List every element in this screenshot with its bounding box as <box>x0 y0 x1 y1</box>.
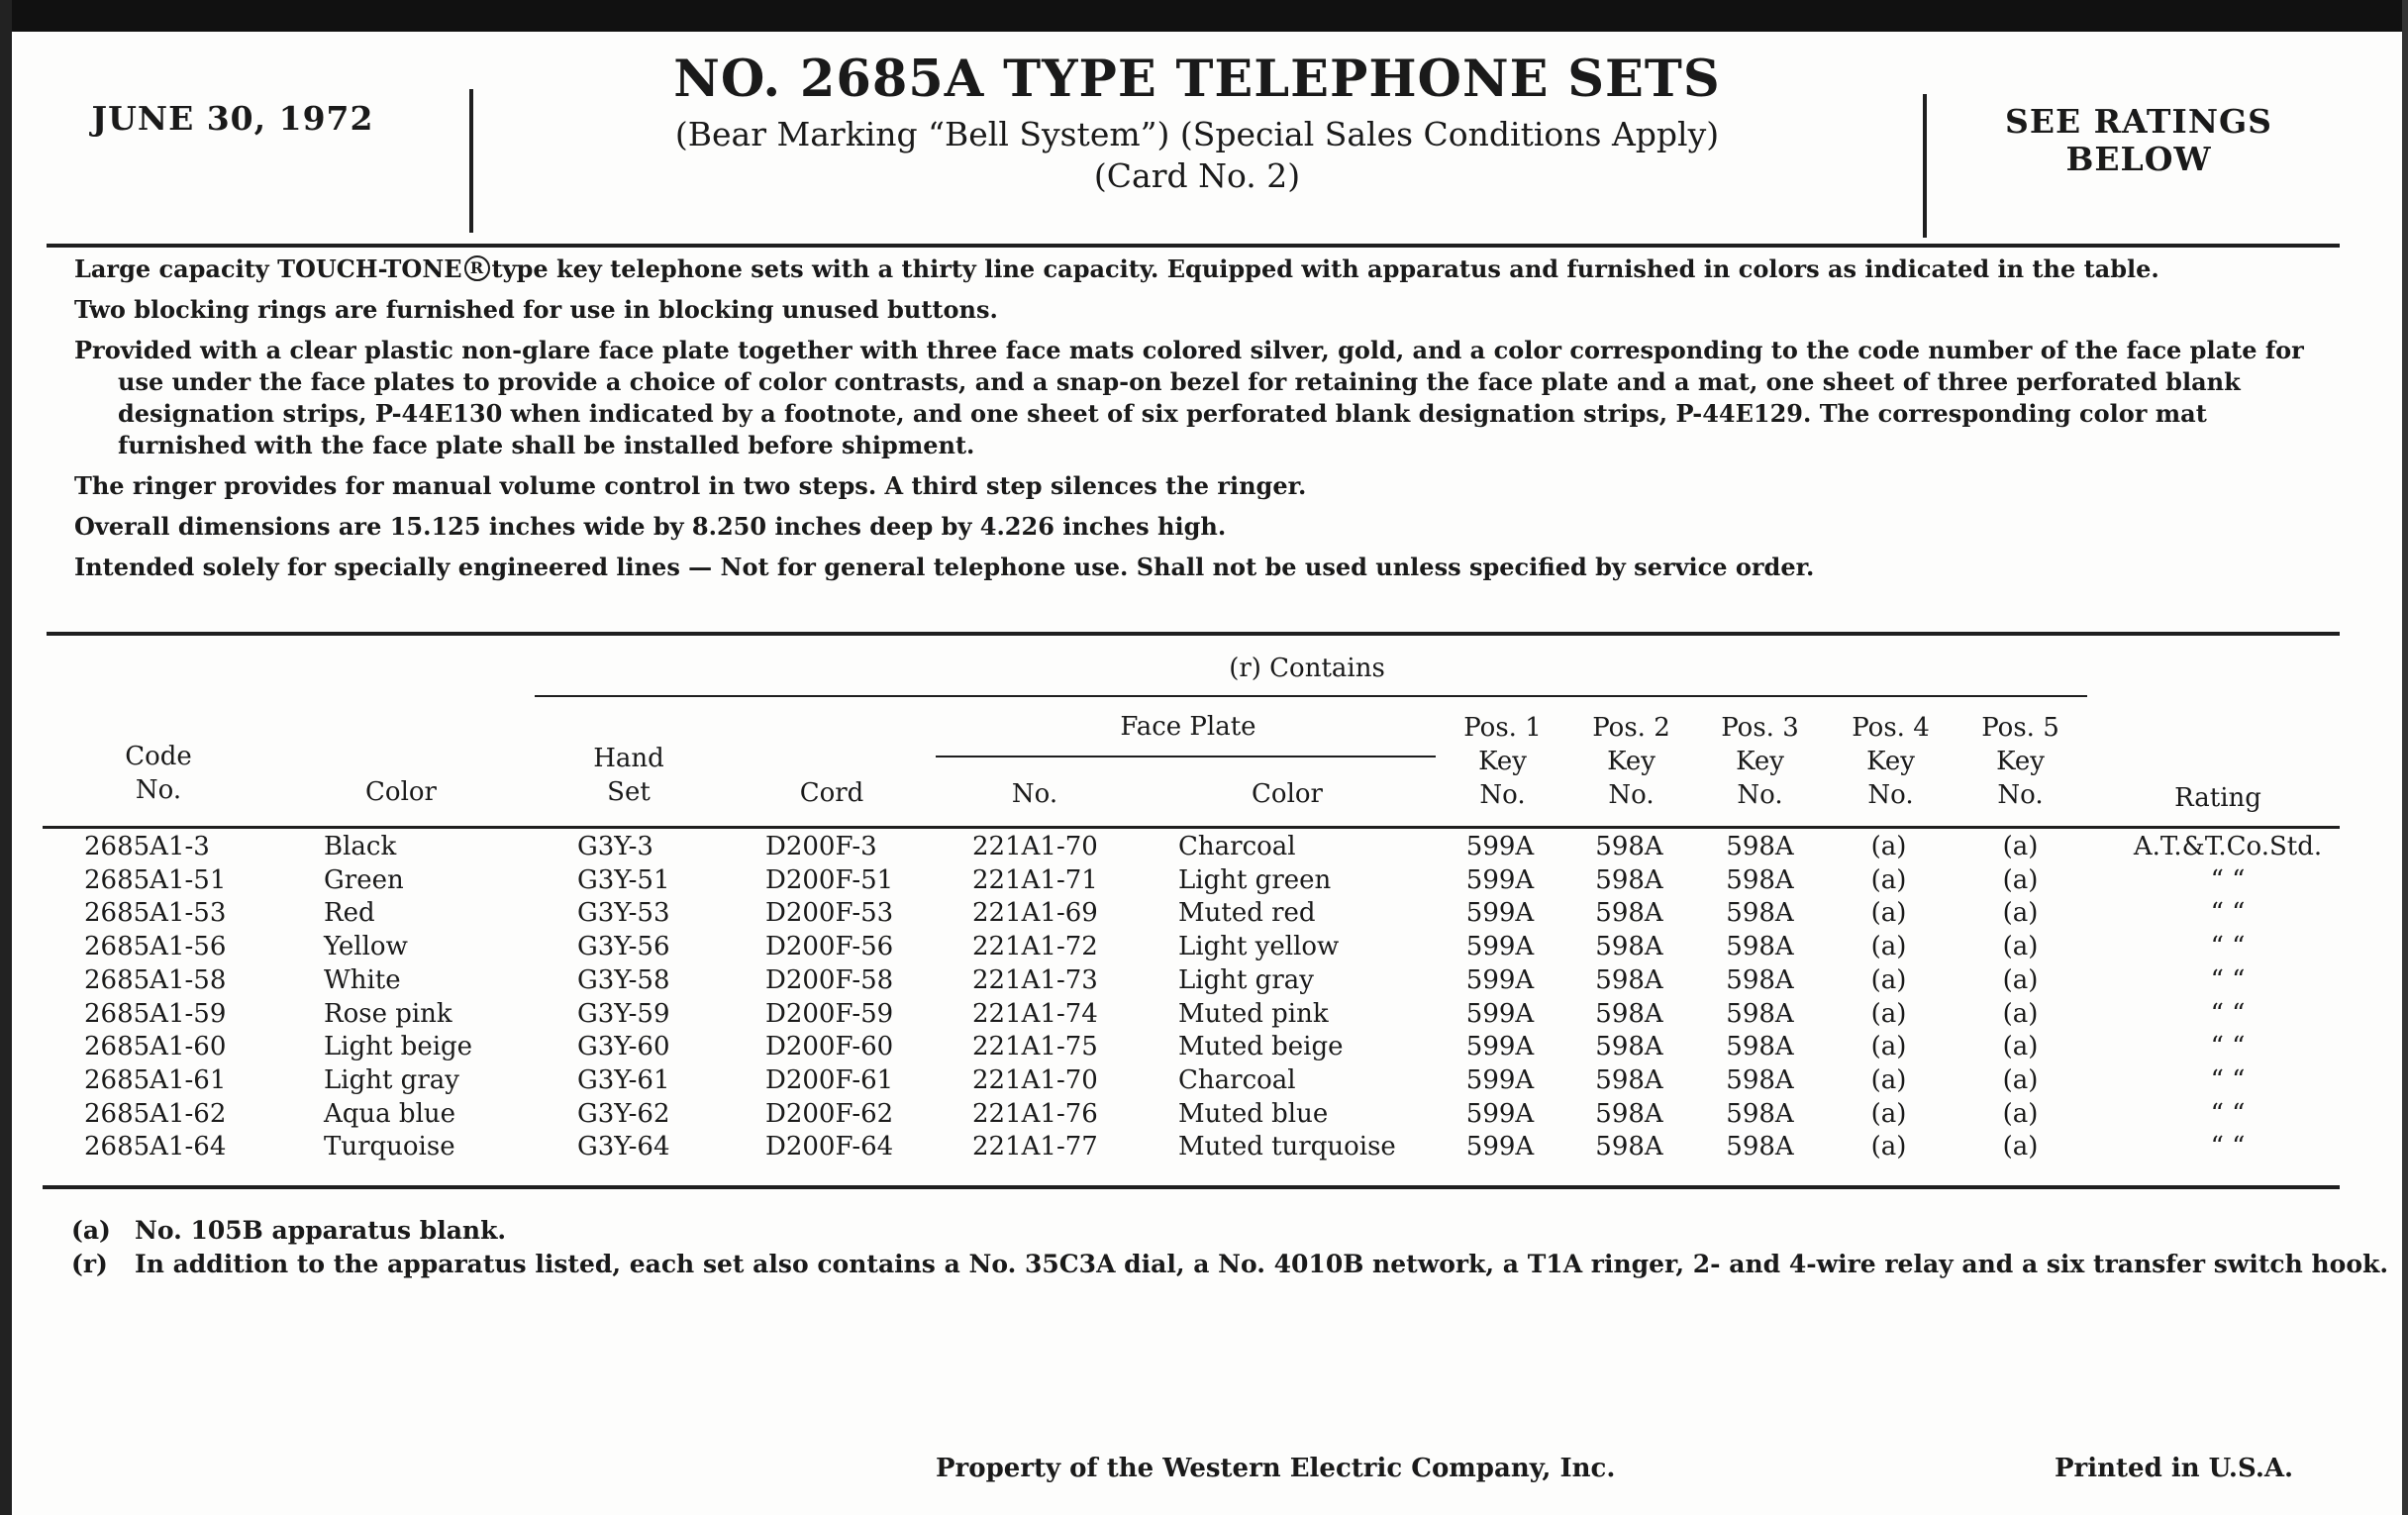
cell-code: 2685A1-61 <box>84 1064 227 1095</box>
cell-faceplate-no: 221A1-74 <box>972 998 1098 1029</box>
cell-pos1: 599A <box>1465 898 1535 929</box>
cell-handset: G3Y-60 <box>577 1032 670 1062</box>
cell-rating: “ “ <box>2210 964 2246 995</box>
cell-code: 2685A1-58 <box>84 964 227 995</box>
cell-pos4: (a) <box>1870 864 1907 895</box>
cell-pos1: 599A <box>1465 964 1535 995</box>
cell-faceplate-no: 221A1-72 <box>972 932 1098 962</box>
cell-faceplate-color: Light yellow <box>1178 932 1340 962</box>
cell-rating: “ “ <box>2210 1098 2246 1129</box>
cell-handset: G3Y-59 <box>577 998 670 1029</box>
cell-pos1: 599A <box>1465 1064 1535 1095</box>
cell-code: 2685A1-59 <box>84 998 227 1029</box>
cell-pos3: 598A <box>1726 998 1794 1029</box>
cell-rating: “ “ <box>2210 1132 2246 1162</box>
cell-color: White <box>324 964 401 995</box>
cell-pos2: 598A <box>1595 1032 1663 1062</box>
card-title: NO. 2685A TYPE TELEPHONE SETS <box>673 50 1721 109</box>
header-pos2: Pos. 2 Key No. <box>1592 713 1670 810</box>
cell-pos3: 598A <box>1726 1132 1794 1162</box>
scan-left-border <box>0 0 12 1515</box>
header-rule <box>47 244 2340 248</box>
cell-handset: G3Y-58 <box>577 964 670 995</box>
cell-rating: “ “ <box>2210 1064 2246 1095</box>
cell-pos2: 598A <box>1595 898 1663 929</box>
cell-rating: A.T.&T.Co.Std. <box>2133 832 2323 861</box>
cell-pos3: 598A <box>1726 932 1794 962</box>
cell-handset: G3Y-3 <box>577 832 653 861</box>
cell-color: Yellow <box>324 932 408 962</box>
cell-pos1: 599A <box>1465 1098 1535 1129</box>
cell-code: 2685A1-53 <box>84 898 227 929</box>
cell-faceplate-no: 221A1-77 <box>972 1132 1098 1162</box>
cell-color: Red <box>324 898 375 929</box>
cell-faceplate-color: Charcoal <box>1178 1064 1296 1095</box>
header-faceplate-no: No. <box>1011 779 1058 809</box>
description <box>74 253 2342 592</box>
cell-pos3: 598A <box>1726 1098 1794 1129</box>
cell-cord: D200F-56 <box>765 932 894 962</box>
cell-pos4: (a) <box>1870 898 1907 929</box>
header-pos5: Pos. 5 Key No. <box>1981 713 2059 810</box>
ratings-note: SEE RATINGS BELOW <box>2004 102 2273 178</box>
cell-pos2: 598A <box>1595 1064 1663 1095</box>
cell-pos1: 599A <box>1465 864 1535 895</box>
cell-color: Rose pink <box>324 998 452 1029</box>
cell-pos4: (a) <box>1870 998 1907 1029</box>
cell-pos2: 598A <box>1595 932 1663 962</box>
description-paragraph: Overall dimensions are 15.125 inches wide by 8.250 inches deep by 4.226 inches high. <box>74 512 1227 541</box>
face-plate-rule <box>936 756 1436 758</box>
cell-pos4: (a) <box>1870 1064 1907 1095</box>
scan-top-border <box>0 0 2408 32</box>
cell-rating: “ “ <box>2210 932 2246 962</box>
card-number: (Card No. 2) <box>1093 156 1301 195</box>
description-text: type key telephone sets with a thirty line capacity. Equipped with apparatus and furnished in colors as indicated in the table. <box>491 254 2159 283</box>
header-pos1: Pos. 1 Key No. <box>1463 713 1542 810</box>
description-paragraph: Intended solely for specially engineered lines — Not for general telephone use. Shall not be used unless specified by service order. <box>74 553 1815 581</box>
cell-pos1: 599A <box>1465 932 1535 962</box>
cell-faceplate-no: 221A1-73 <box>972 964 1098 995</box>
cell-pos5: (a) <box>2002 1032 2039 1062</box>
cell-pos1: 599A <box>1465 1032 1535 1062</box>
cell-pos5: (a) <box>2002 998 2039 1029</box>
header-pos3: Pos. 3 Key No. <box>1721 713 1799 810</box>
header-cord: Cord <box>799 778 864 808</box>
cell-faceplate-color: Charcoal <box>1178 832 1296 861</box>
cell-faceplate-no: 221A1-70 <box>972 1064 1098 1095</box>
cell-pos4: (a) <box>1870 1098 1907 1129</box>
cell-pos3: 598A <box>1726 1032 1794 1062</box>
cell-color: Light gray <box>324 1064 459 1095</box>
header-rating: Rating <box>2174 783 2261 813</box>
cell-color: Green <box>324 864 404 895</box>
footer-property: Property of the Western Electric Company, Inc. <box>936 1454 1616 1483</box>
cell-pos2: 598A <box>1595 998 1663 1029</box>
cell-pos5: (a) <box>2002 964 2039 995</box>
cell-cord: D200F-64 <box>765 1132 894 1162</box>
cell-pos4: (a) <box>1870 932 1907 962</box>
cell-faceplate-no: 221A1-70 <box>972 832 1098 861</box>
cell-cord: D200F-3 <box>765 832 877 861</box>
cell-rating: “ “ <box>2210 998 2246 1029</box>
header-handset: Hand Set <box>593 744 664 807</box>
cell-cord: D200F-61 <box>765 1064 894 1095</box>
cell-faceplate-color: Light green <box>1178 864 1332 895</box>
cell-cord: D200F-59 <box>765 998 894 1029</box>
card-subtitle: (Bear Marking “Bell System”) (Special Sales Conditions Apply) <box>674 115 1720 153</box>
cell-pos5: (a) <box>2002 1132 2039 1162</box>
footnote-r <box>71 1250 2388 1278</box>
description-paragraph: The ringer provides for manual volume control in two steps. A third step silences the ringer. <box>74 471 1307 500</box>
cell-handset: G3Y-61 <box>577 1064 670 1095</box>
cell-cord: D200F-62 <box>765 1098 894 1129</box>
contains-rule <box>535 695 2087 697</box>
header-pos4: Pos. 4 Key No. <box>1852 713 1930 810</box>
cell-pos5: (a) <box>2002 832 2039 861</box>
cell-faceplate-color: Muted turquoise <box>1178 1132 1396 1162</box>
description-text: Large capacity TOUCH-TONE <box>74 254 462 283</box>
cell-pos3: 598A <box>1726 864 1794 895</box>
card-date: JUNE 30, 1972 <box>91 99 374 138</box>
cell-color: Black <box>324 832 397 861</box>
cell-color: Aqua blue <box>324 1098 456 1129</box>
cell-pos3: 598A <box>1726 964 1794 995</box>
cell-pos4: (a) <box>1870 964 1907 995</box>
cell-pos3: 598A <box>1726 898 1794 929</box>
header-code-no: Code No. <box>125 742 192 805</box>
cell-rating: “ “ <box>2210 1032 2246 1062</box>
cell-color: Light beige <box>324 1032 473 1062</box>
contains-header: (r) Contains <box>1229 654 1385 683</box>
cell-pos2: 598A <box>1595 1132 1663 1162</box>
cell-cord: D200F-51 <box>765 864 894 895</box>
cell-rating: “ “ <box>2210 864 2246 895</box>
footnote-r-text: In addition to the apparatus listed, each set also contains a No. 35C3A dial, a No. 4010B network, a T1A ringer, 2- and 4-wire relay and a six transfer switch hook. <box>135 1250 2389 1278</box>
footer-printed: Printed in U.S.A. <box>2055 1454 2294 1483</box>
cell-pos1: 599A <box>1465 832 1535 861</box>
cell-pos5: (a) <box>2002 898 2039 929</box>
cell-code: 2685A1-56 <box>84 932 227 962</box>
footnote-r-tag: (r) <box>71 1250 108 1278</box>
cell-pos2: 598A <box>1595 1098 1663 1129</box>
cell-faceplate-color: Muted beige <box>1178 1032 1344 1062</box>
cell-pos2: 598A <box>1595 864 1663 895</box>
cell-pos1: 599A <box>1465 998 1535 1029</box>
header-faceplate-color: Color <box>1252 779 1323 809</box>
footnote-a <box>71 1216 506 1245</box>
cell-pos2: 598A <box>1595 964 1663 995</box>
cell-handset: G3Y-62 <box>577 1098 670 1129</box>
cell-pos3: 598A <box>1726 832 1794 861</box>
cell-color: Turquoise <box>324 1132 455 1162</box>
cell-code: 2685A1-62 <box>84 1098 227 1129</box>
cell-pos5: (a) <box>2002 1098 2039 1129</box>
cell-pos4: (a) <box>1870 1032 1907 1062</box>
cell-code: 2685A1-64 <box>84 1132 227 1162</box>
footnote-a-tag: (a) <box>71 1216 111 1245</box>
cell-faceplate-color: Light gray <box>1178 964 1314 995</box>
face-plate-header: Face Plate <box>1120 712 1256 742</box>
cell-pos2: 598A <box>1595 832 1663 861</box>
cell-pos3: 598A <box>1726 1064 1794 1095</box>
cell-cord: D200F-60 <box>765 1032 894 1062</box>
cell-faceplate-no: 221A1-69 <box>972 898 1098 929</box>
cell-pos5: (a) <box>2002 1064 2039 1095</box>
scan-right-border <box>2402 0 2408 1515</box>
cell-faceplate-color: Muted pink <box>1178 998 1329 1029</box>
cell-rating: “ “ <box>2210 898 2246 929</box>
cell-code: 2685A1-3 <box>84 832 210 861</box>
header-color: Color <box>365 777 437 807</box>
cell-pos1: 599A <box>1465 1132 1535 1162</box>
registered-mark: R <box>464 255 490 281</box>
cell-handset: G3Y-64 <box>577 1132 670 1162</box>
footnote-a-text: No. 105B apparatus blank. <box>135 1216 507 1245</box>
cell-code: 2685A1-51 <box>84 864 227 895</box>
cell-pos5: (a) <box>2002 932 2039 962</box>
cell-faceplate-no: 221A1-76 <box>972 1098 1098 1129</box>
cell-faceplate-no: 221A1-75 <box>972 1032 1098 1062</box>
cell-pos5: (a) <box>2002 864 2039 895</box>
cell-pos4: (a) <box>1870 832 1907 861</box>
header-divider-right <box>1923 94 1927 238</box>
cell-faceplate-color: Muted red <box>1178 898 1316 929</box>
cell-pos4: (a) <box>1870 1132 1907 1162</box>
cell-faceplate-color: Muted blue <box>1178 1098 1329 1129</box>
description-paragraph: Provided with a clear plastic non-glare face plate together with three face mats colored silver, gold, and a color corresponding to the code number of the face plate for use under the face plates to provide a choice of color contrasts, and a snap-on bezel for retaining the face plate and a mat, one sheet of three perforated blank designation strips, P-44E130 when indicated by a footnote, and one sheet of six perforated blank designation strips, P-44E129. The corresponding color mat furnished with the face plate shall be installed before shipment. <box>74 336 2304 459</box>
description-paragraph: Two blocking rings are furnished for use in blocking unused buttons. <box>74 295 998 324</box>
cell-cord: D200F-58 <box>765 964 894 995</box>
header-bottom-rule <box>43 826 2340 829</box>
table-bottom-rule <box>43 1185 2340 1189</box>
cell-code: 2685A1-60 <box>84 1032 227 1062</box>
table-top-rule <box>47 632 2340 636</box>
cell-cord: D200F-53 <box>765 898 894 929</box>
description-paragraph <box>74 253 2342 285</box>
cell-handset: G3Y-56 <box>577 932 670 962</box>
cell-faceplate-no: 221A1-71 <box>972 864 1098 895</box>
cell-handset: G3Y-51 <box>577 864 670 895</box>
cell-handset: G3Y-53 <box>577 898 670 929</box>
